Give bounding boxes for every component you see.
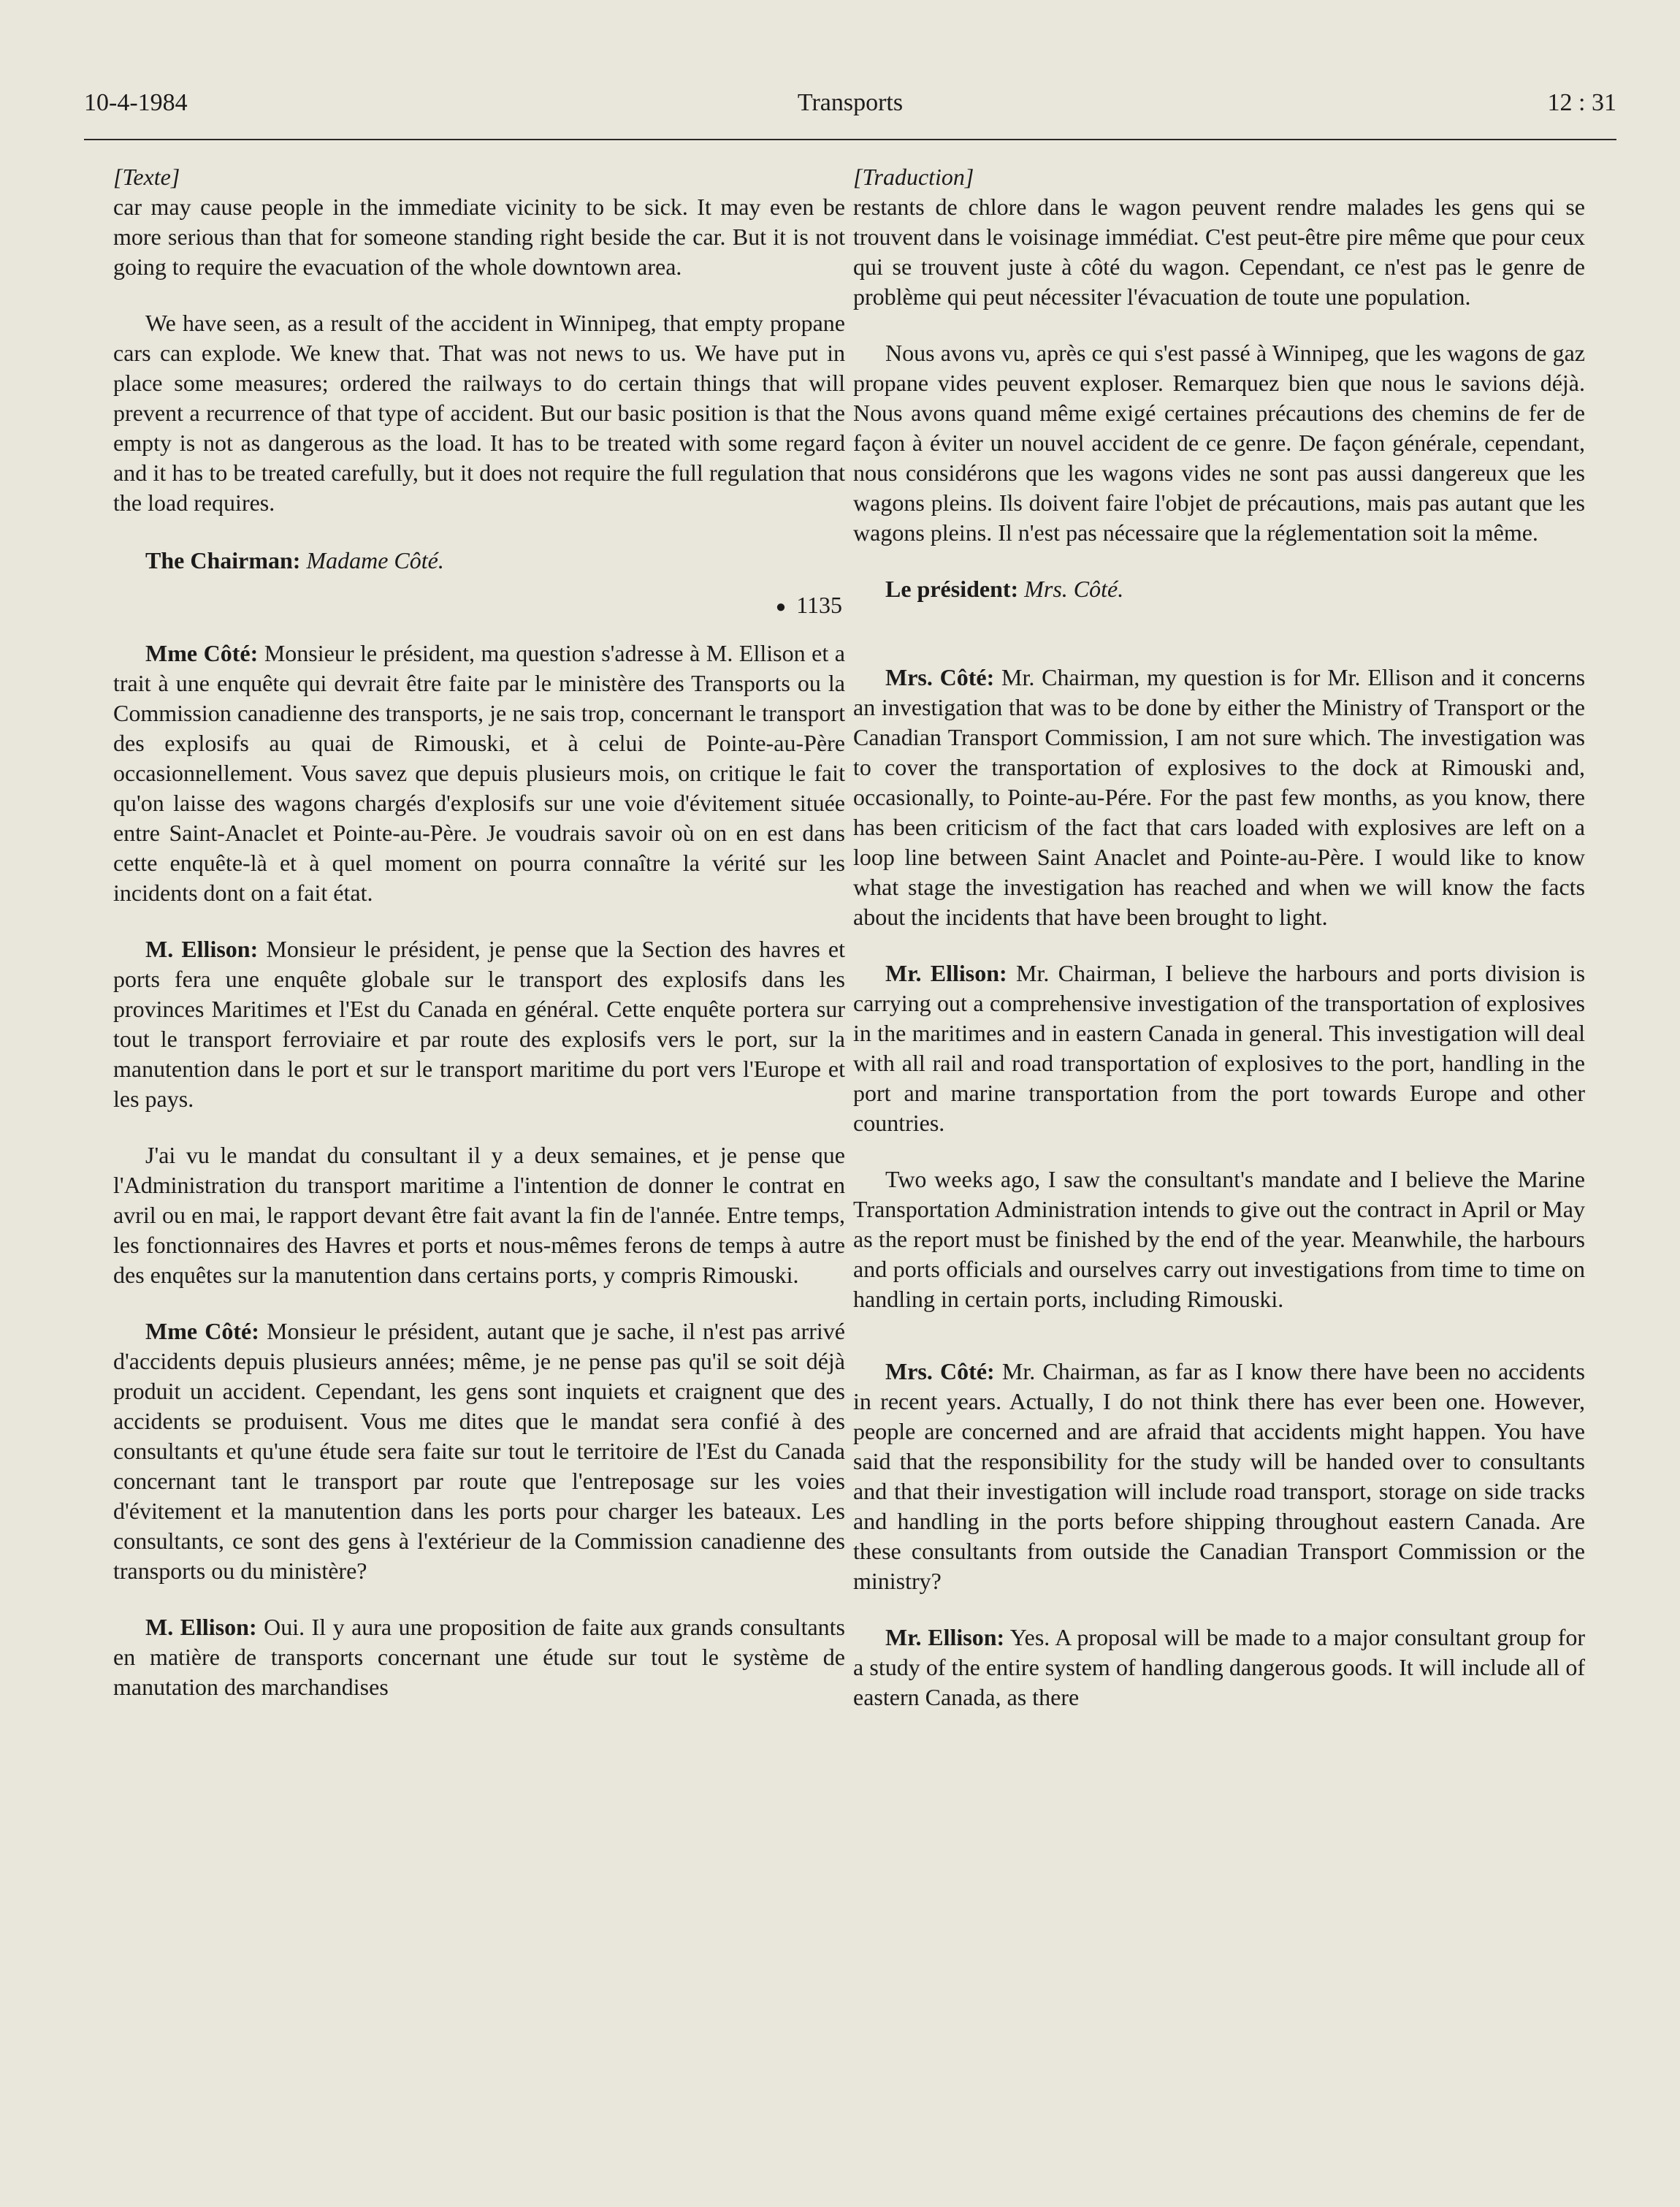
speaker-name: Mr. Ellison: <box>885 960 1007 986</box>
speaker-remark: Madame Côté. <box>306 547 444 573</box>
paragraph: J'ai vu le mandat du consultant il y a deux semaines, et je pense que l'Administration du transport maritime a l'intention de donner le contrat en avril ou en mai, le rapport devant être fait avant la fin de l'année. Entre temps, les fonctionnaires des Havres et ports et nous-mêmes ferons de temps à autre des enquêtes sur la manutention dans certains ports, y compris Rimouski. <box>113 1142 845 1289</box>
header-page-number: 12 : 31 <box>1547 89 1616 116</box>
header-title: Transports <box>797 89 904 116</box>
column-label: [Texte] <box>113 164 180 190</box>
paragraph: restants de chlore dans le wagon peuvent rendre malades les gens qui se trouvent dans le voisinage immédiat. C'est peut-être pire même que pour ceux qui se trouvent juste à côté du wagon. Cependant, ce n'est pas le genre de problème qui peut nécessiter l'évacuation de toute une population. <box>853 194 1585 310</box>
speaker-remark: Mrs. Côté. <box>1024 576 1124 602</box>
paragraph: We have seen, as a result of the accident in Winnipeg, that empty propane cars can explode. We knew that. That was not news to us. We have put in place some measures; ordered the railways to do certain things that will prevent a recurrence of that type of accident. But our basic position is that the empty is not as dangerous as the load. It has to be treated with some regard and it has to be treated carefully, but it does not require the full regulation that the load requires. <box>113 310 845 516</box>
right-column-french <box>853 162 1585 2186</box>
paragraph: Mrs. Côté: Mr. Chairman, my question is for Mr. Ellison and it concerns an investigation that was to be done by either the Ministry of Transport or the Canadian Transport Commission, I am not sure which. The investigation was to cover the transportation of explosives to the dock at Rimouski and, occasionally, to Pointe-au-Pére. For the past few months, as you know, there has been criticism of the fact that cars loaded with explosives are left on a loop line between Saint Anaclet and Pointe-au-Père. I would like to know what stage the investigation has reached and when we will know the facts about the incidents that have been brought to light. <box>853 664 1585 930</box>
paragraph: Mrs. Côté: Mr. Chairman, as far as I know there have been no accidents in recent years. Actually, I do not think there has ever been one. However, people are concerned and are afraid that accidents might happen. You have said that the responsibility for the study will be handed over to consultants and that their investigation will include road transport, storage on side tracks and handling in the ports before shipping throughout eastern Canada. Are these consultants from outside the Canadian Transport Commission or the ministry? <box>853 1358 1585 1594</box>
chairman-line <box>113 546 845 576</box>
paragraph: Two weeks ago, I saw the consultant's mandate and I believe the Marine Transportation Administration intends to give out the contract in April or May as the report must be finished by the end of the year. Meanwhile, the harbours and ports officials and ourselves carry out investigations from time to time on handling in certain ports, including Rimouski. <box>853 1166 1585 1312</box>
page-header <box>84 86 1616 140</box>
paragraph: car may cause people in the immediate vicinity to be sick. It may even be more serious than that for someone standing right beside the car. But it is not going to require the evacuation of the whole downtown area. <box>113 194 845 280</box>
paragraph: Mme Côté: Monsieur le président, ma question s'adresse à M. Ellison et a trait à une enquête qui devrait être faite par le ministère des Transports ou la Commission canadienne des transports, je ne sais trop, concernant le transport des explosifs au quai de Rimouski, et à celui de Pointe-au-Père occasionnellement. Vous savez que depuis plusieurs mois, on critique le fait qu'on laisse des wagons chargés d'explosifs sur une voie d'évitement située entre Saint-Anaclet et Pointe-au-Père. Je voudrais savoir où on en est dans cette enquête-là et à quel moment on pourra connaître la vérité sur les incidents dont on a fait état. <box>113 640 845 907</box>
speaker-name: M. Ellison: <box>145 1614 257 1641</box>
header-date: 10-4-1984 <box>84 89 188 116</box>
paragraph: M. Ellison: Monsieur le président, je pense que la Section des havres et ports fera une enquête globale sur le transport des explosifs dans les provinces Maritimes et l'Est du Canada en général. Cette enquête portera sur tout le transport ferroviaire et par route des explosifs vers le port, sur la manutention dans le port et sur le transport maritime du port vers l'Europe et les pays. <box>113 936 845 1113</box>
speaker-name: Mrs. Côté: <box>885 1358 995 1384</box>
bullet-icon: ● <box>775 598 787 617</box>
chairman-line <box>853 574 1585 604</box>
column-label: [Traduction] <box>853 164 974 190</box>
paragraph: Nous avons vu, après ce qui s'est passé à Winnipeg, que les wagons de gaz propane vides peuvent exploser. Remarquez bien que nous le savions déjà. Nous avons quand même exigé certaines précautions des chemins de fer de façon à éviter un nouvel accident de ce genre. De façon générale, cependant, nous considérons que les wagons vides ne sont pas aussi dangereux que les wagons pleins. Ils doivent faire l'objet de précautions, mais pas autant que les wagons pleins. Il n'est pas nécessaire que la réglementation soit la même. <box>853 340 1585 546</box>
left-column-english <box>113 162 845 2186</box>
paragraph: Mr. Ellison: Mr. Chairman, I believe the harbours and ports division is carrying out a comprehensive investigation of the transportation of explosives in the maritimes and in eastern Canada in general. This investigation will deal with all rail and road transportation of explosives to the port, handling in the port and marine transportation from the port towards Europe and other countries. <box>853 960 1585 1136</box>
speaker-name: M. Ellison: <box>145 936 259 963</box>
speaker-name: The Chairman: <box>145 547 301 573</box>
time-marker: ● 1135 <box>775 592 842 618</box>
paragraph: Mr. Ellison: Yes. A proposal will be made to a major consultant group for a study of the entire system of handling dangerous goods. It will include all of eastern Canada, as there <box>853 1624 1585 1710</box>
speaker-name: Mr. Ellison: <box>885 1624 1005 1650</box>
speaker-name: Mme Côté: <box>145 640 259 667</box>
paragraph: Mme Côté: Monsieur le président, autant que je sache, il n'est pas arrivé d'accidents depuis plusieurs années; même, je ne pense pas qu'il se soit déjà produit un accident. Cependant, les gens sont inquiets et craignent que des accidents se produisent. Vous me dites que le mandat sera confié à des consultants et qu'une étude sera faite sur tout le territoire de l'Est du Canada concernant tant le transport par route que l'entreposage sur les voies d'évitement et la manutention dans les ports pour charger les bateaux. Les consultants, ce sont des gens à l'extérieur de la Commission canadienne des transports ou du ministère? <box>113 1318 845 1585</box>
speaker-name: Mme Côté: <box>145 1318 259 1345</box>
paragraph: M. Ellison: Oui. Il y aura une proposition de faite aux grands consultants en matière de transports concernant une étude sur tout le système de manutation des marchandises <box>113 1614 845 1701</box>
speaker-name: Mrs. Côté: <box>885 664 995 690</box>
speaker-name: Le président: <box>885 576 1019 602</box>
